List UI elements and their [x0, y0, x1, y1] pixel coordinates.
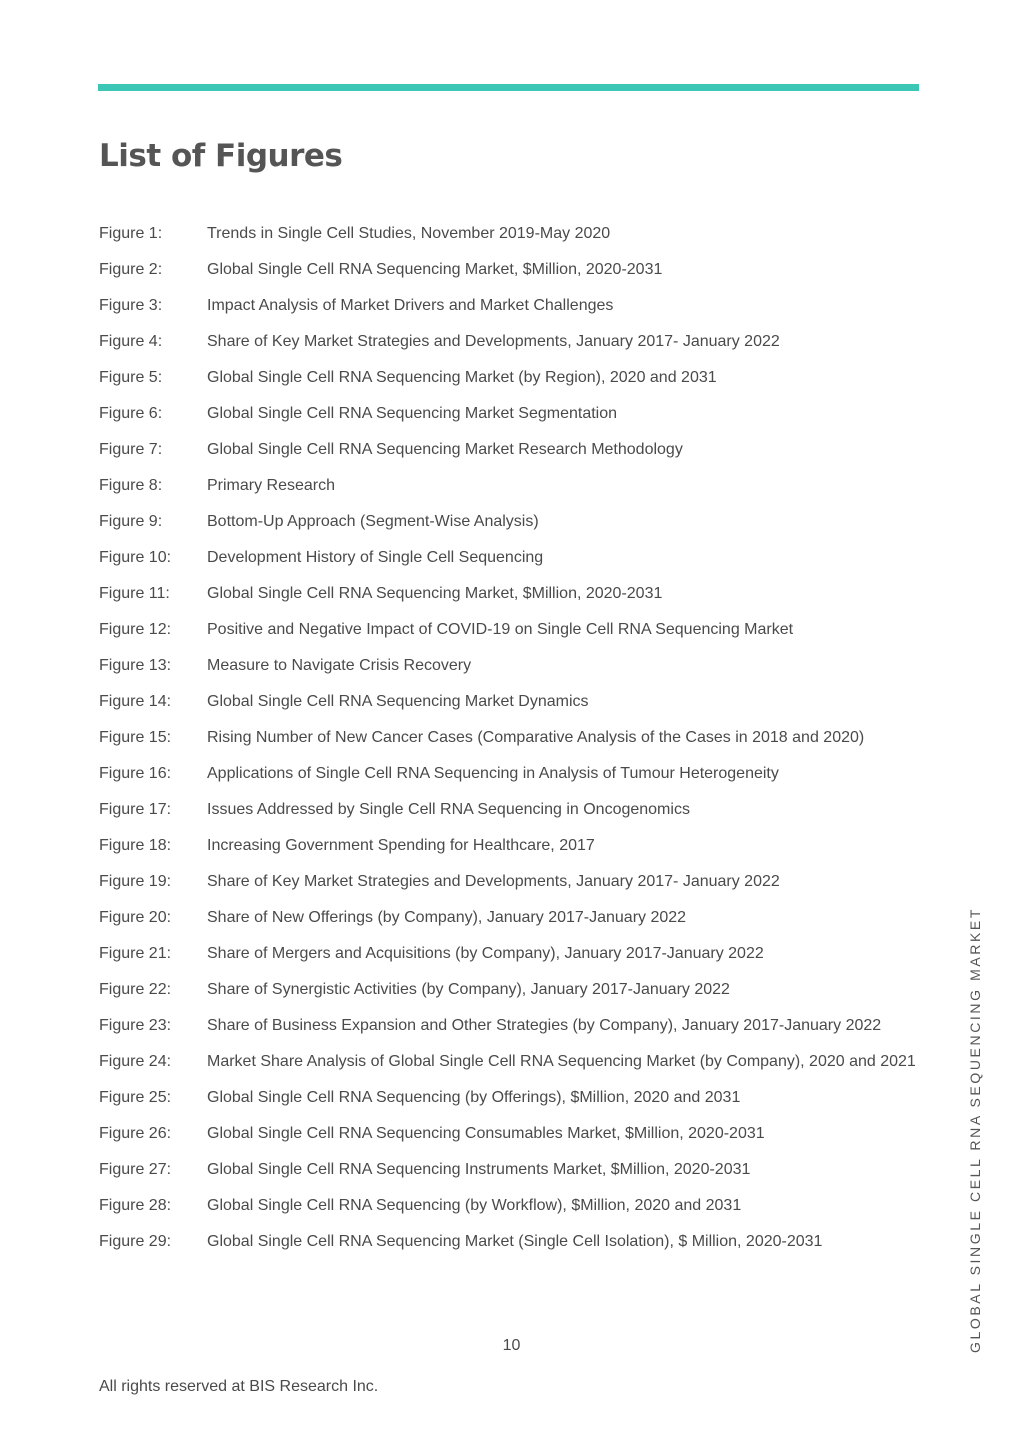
figure-entry[interactable] [99, 902, 929, 933]
figure-number: Figure 17: [99, 801, 172, 818]
copyright-notice: All rights reserved at BIS Research Inc. [99, 1378, 379, 1395]
figure-title: Measure to Navigate Crisis Recovery [207, 657, 472, 674]
figure-number: Figure 4: [99, 333, 163, 350]
figure-title: Global Single Cell RNA Sequencing Market Dynamics [207, 693, 589, 710]
figure-title: Global Single Cell RNA Sequencing Consumables Market, $Million, 2020-2031 [207, 1125, 765, 1142]
figure-number: Figure 23: [99, 1017, 172, 1034]
figure-number: Figure 13: [99, 657, 172, 674]
figure-entry[interactable] [99, 542, 929, 573]
vertical-report-title: GLOBAL SINGLE CELL RNA SEQUENCING MARKET [967, 906, 983, 1354]
figure-title: Market Share Analysis of Global Single Cell RNA Sequencing Market (by Company), 2020 and 2021 [207, 1053, 916, 1070]
figure-number: Figure 27: [99, 1161, 172, 1178]
figure-title: Global Single Cell RNA Sequencing (by Offerings), $Million, 2020 and 2031 [207, 1089, 741, 1106]
figure-title: Share of New Offerings (by Company), January 2017-January 2022 [207, 909, 687, 926]
figure-number: Figure 1: [99, 225, 163, 242]
figure-title: Global Single Cell RNA Sequencing Instruments Market, $Million, 2020-2031 [207, 1161, 751, 1178]
figure-title: Trends in Single Cell Studies, November 2019-May 2020 [207, 225, 611, 242]
figure-entry[interactable] [99, 974, 929, 1005]
figure-title: Global Single Cell RNA Sequencing (by Workflow), $Million, 2020 and 2031 [207, 1197, 742, 1214]
figure-title: Share of Key Market Strategies and Developments, January 2017- January 2022 [207, 873, 780, 890]
figure-number: Figure 19: [99, 873, 172, 890]
figure-number: Figure 6: [99, 405, 163, 422]
figure-number: Figure 15: [99, 729, 172, 746]
figure-entry[interactable] [99, 506, 929, 537]
page-title: List of Figures [99, 138, 343, 174]
figure-number: Figure 5: [99, 369, 163, 386]
figure-entry[interactable] [99, 1154, 929, 1185]
figure-number: Figure 2: [99, 261, 163, 278]
figure-number: Figure 28: [99, 1197, 172, 1214]
figure-entry[interactable] [99, 650, 929, 681]
figure-entry[interactable] [99, 866, 929, 897]
figure-entry[interactable] [99, 470, 929, 501]
figure-title: Share of Mergers and Acquisitions (by Company), January 2017-January 2022 [207, 945, 764, 962]
figure-entry[interactable] [99, 1046, 929, 1077]
figure-entry[interactable] [99, 290, 929, 321]
figure-title: Global Single Cell RNA Sequencing Market (Single Cell Isolation), $ Million, 2020-2031 [207, 1233, 823, 1250]
figure-number: Figure 7: [99, 441, 163, 458]
figure-entry[interactable] [99, 938, 929, 969]
figure-title: Increasing Government Spending for Healthcare, 2017 [207, 837, 595, 854]
figure-number: Figure 10: [99, 549, 172, 566]
figure-title: Applications of Single Cell RNA Sequencing in Analysis of Tumour Heterogeneity [207, 765, 779, 782]
figure-number: Figure 8: [99, 477, 163, 494]
figure-entry[interactable] [99, 254, 929, 285]
figure-number: Figure 18: [99, 837, 172, 854]
figure-number: Figure 16: [99, 765, 172, 782]
figure-entry[interactable] [99, 398, 929, 429]
figure-number: Figure 11: [99, 585, 170, 602]
figure-title: Global Single Cell RNA Sequencing Market, $Million, 2020-2031 [207, 585, 663, 602]
figure-title: Positive and Negative Impact of COVID-19 on Single Cell RNA Sequencing Market [207, 621, 794, 638]
figure-title: Share of Business Expansion and Other Strategies (by Company), January 2017-January 2022 [207, 1017, 882, 1034]
figure-title: Share of Synergistic Activities (by Company), January 2017-January 2022 [207, 981, 730, 998]
figure-number: Figure 22: [99, 981, 172, 998]
figure-number: Figure 9: [99, 513, 163, 530]
figure-entry[interactable] [99, 1118, 929, 1149]
figure-entry[interactable] [99, 1082, 929, 1113]
page-number: 10 [502, 1337, 521, 1354]
figure-number: Figure 12: [99, 621, 172, 638]
figure-number: Figure 26: [99, 1125, 172, 1142]
figure-number: Figure 20: [99, 909, 172, 926]
header-accent-rule [98, 84, 919, 91]
figure-number: Figure 25: [99, 1089, 172, 1106]
figure-number: Figure 29: [99, 1233, 172, 1250]
figure-entry[interactable] [99, 1190, 929, 1221]
figure-entry[interactable] [99, 794, 929, 825]
figure-title: Development History of Single Cell Sequencing [207, 549, 544, 566]
figure-entry[interactable] [99, 722, 929, 753]
figure-number: Figure 21: [99, 945, 172, 962]
figure-number: Figure 24: [99, 1053, 172, 1070]
figure-title: Issues Addressed by Single Cell RNA Sequencing in Oncogenomics [207, 801, 690, 818]
figure-number: Figure 14: [99, 693, 172, 710]
figure-entry[interactable] [99, 362, 929, 393]
figure-title: Primary Research [207, 477, 336, 494]
figure-entry[interactable] [99, 1226, 929, 1257]
figure-title: Global Single Cell RNA Sequencing Market, $Million, 2020-2031 [207, 261, 663, 278]
figure-entry[interactable] [99, 578, 929, 609]
figure-entry[interactable] [99, 1010, 929, 1041]
figure-entry[interactable] [99, 758, 929, 789]
figure-list [99, 218, 929, 1262]
figure-title: Global Single Cell RNA Sequencing Market Research Methodology [207, 441, 683, 458]
figure-entry[interactable] [99, 434, 929, 465]
figure-title: Rising Number of New Cancer Cases (Comparative Analysis of the Cases in 2018 and 2020) [207, 729, 865, 746]
figure-title: Global Single Cell RNA Sequencing Market (by Region), 2020 and 2031 [207, 369, 717, 386]
figure-entry[interactable] [99, 686, 929, 717]
figure-entry[interactable] [99, 614, 929, 645]
figure-entry[interactable] [99, 218, 929, 249]
figure-number: Figure 3: [99, 297, 163, 314]
figure-title: Bottom-Up Approach (Segment-Wise Analysis) [207, 513, 539, 530]
figure-entry[interactable] [99, 326, 929, 357]
figure-title: Global Single Cell RNA Sequencing Market Segmentation [207, 405, 618, 422]
figure-entry[interactable] [99, 830, 929, 861]
figure-title: Share of Key Market Strategies and Developments, January 2017- January 2022 [207, 333, 780, 350]
figure-title: Impact Analysis of Market Drivers and Market Challenges [207, 297, 614, 314]
